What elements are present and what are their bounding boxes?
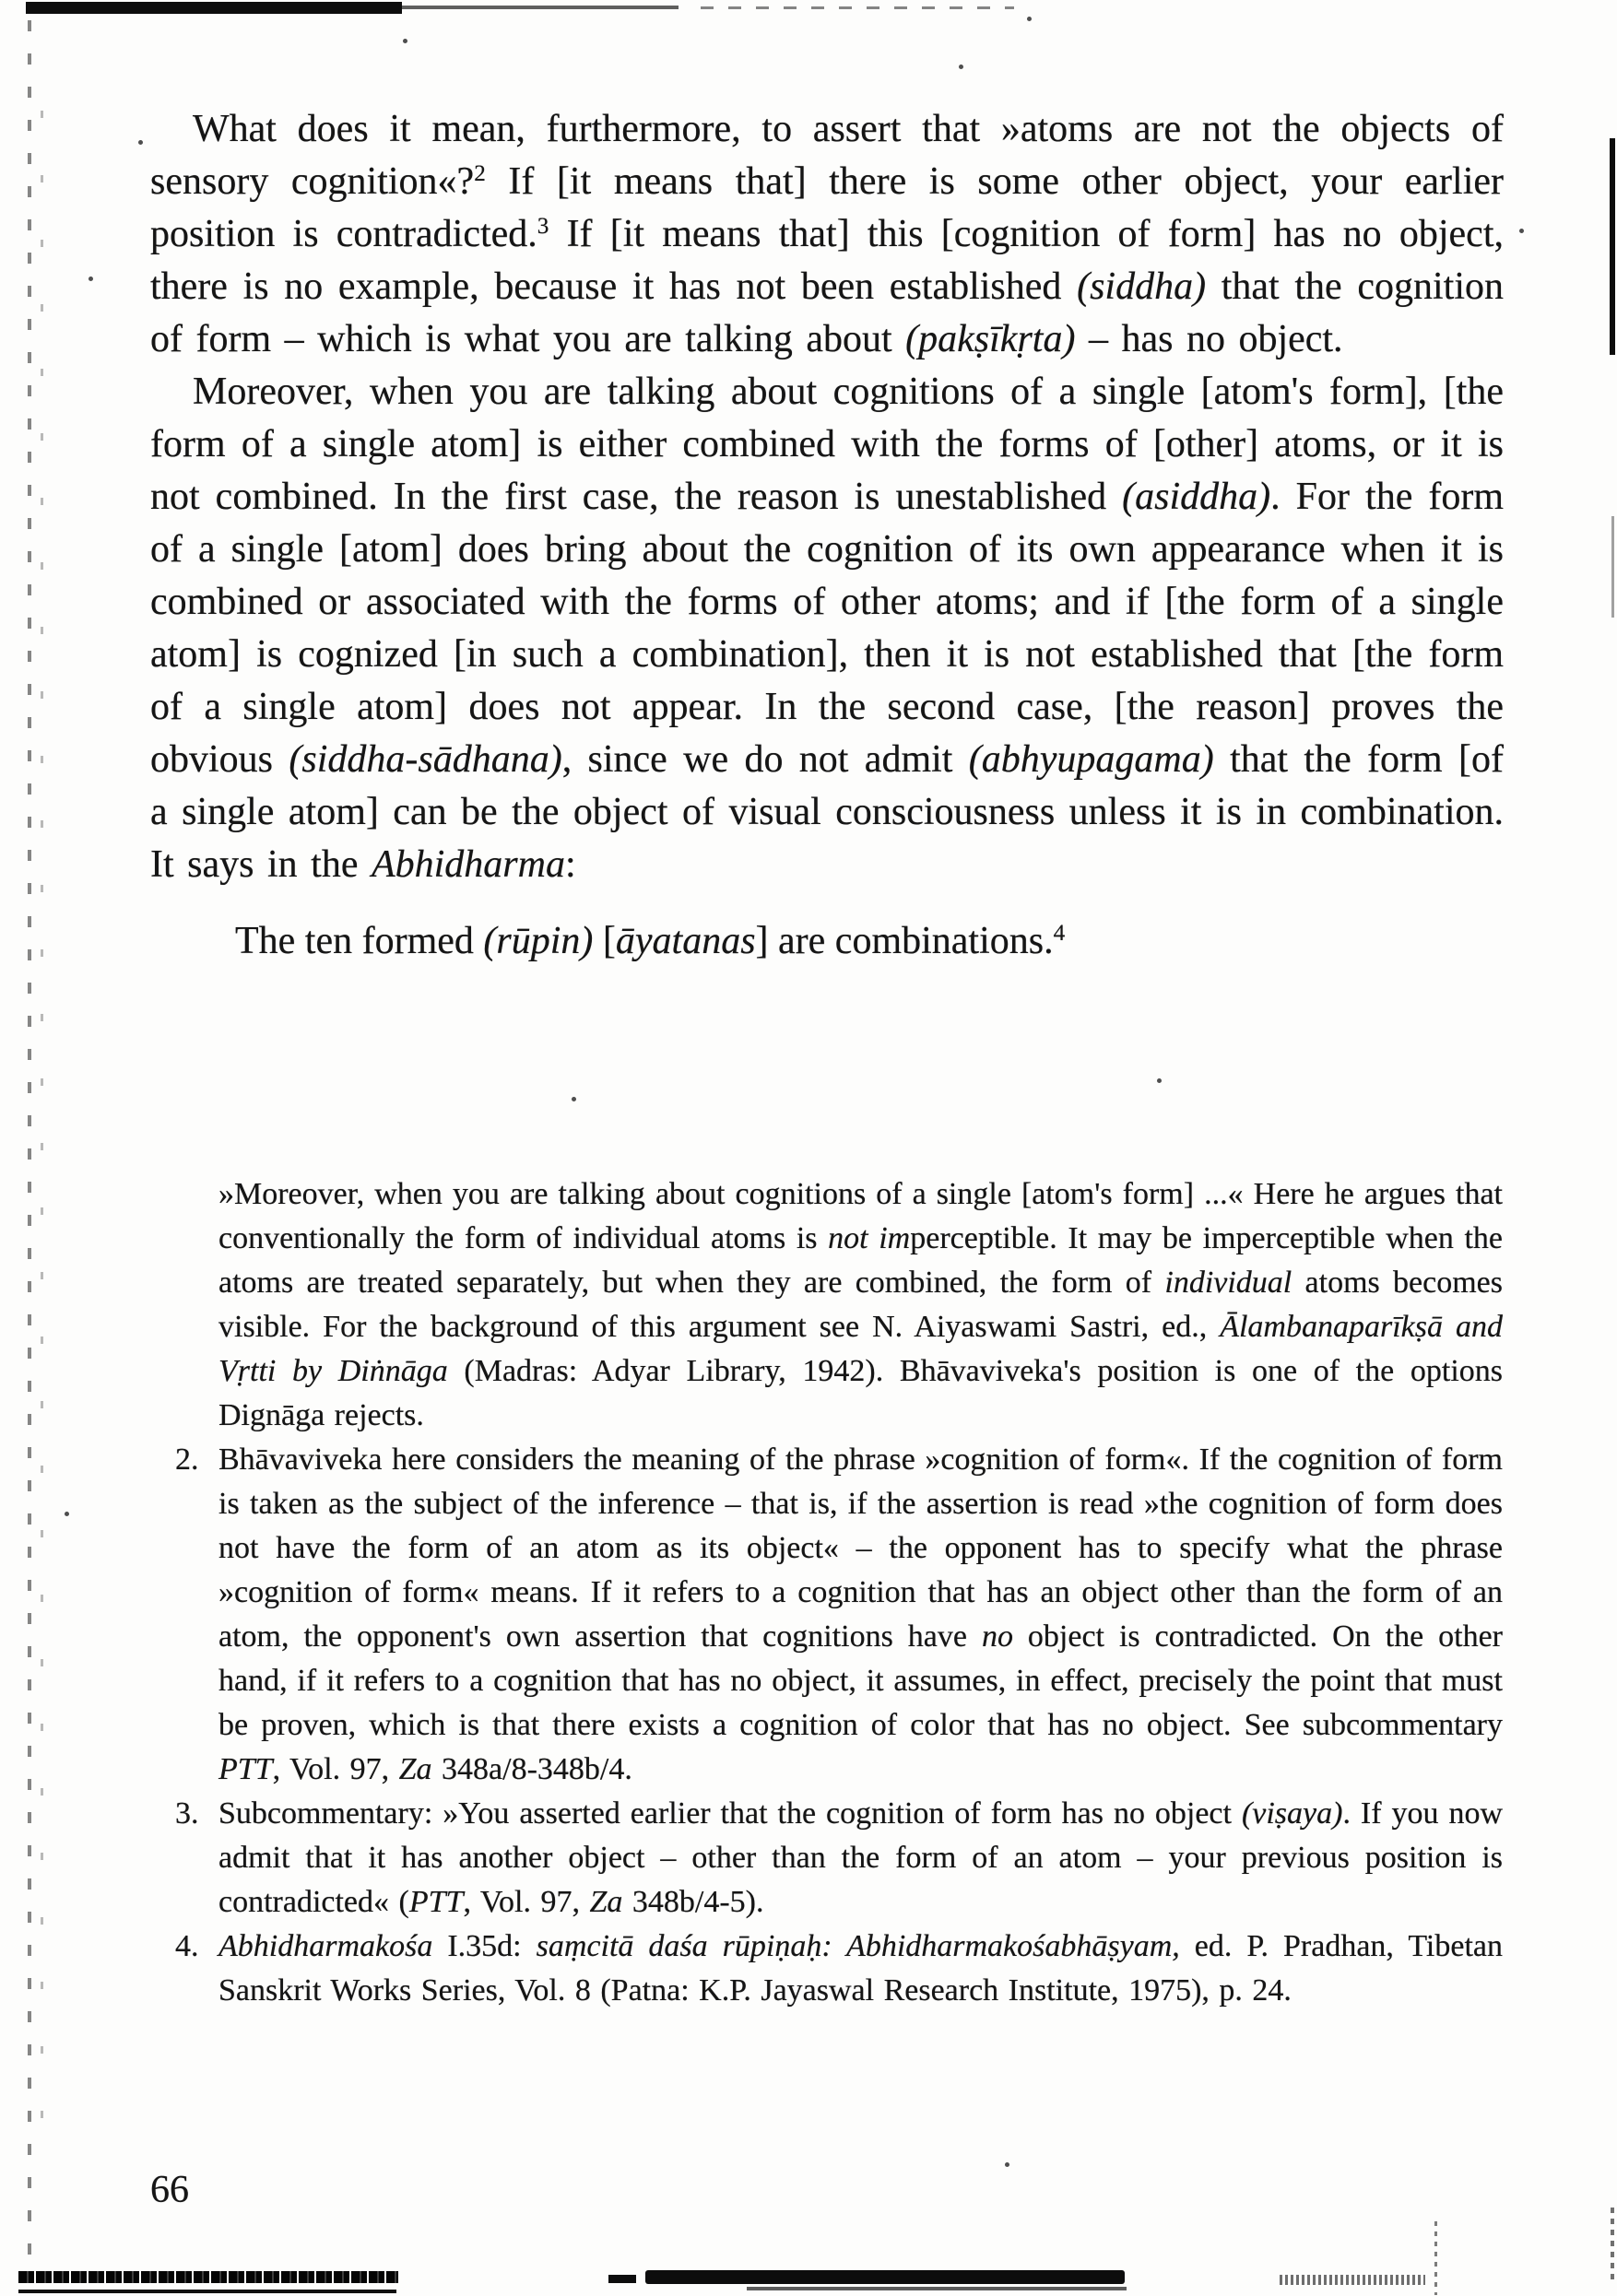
- footnote-ref: 2: [474, 161, 486, 187]
- block-quote: [150, 915, 1504, 968]
- scan-speck: [65, 1512, 69, 1516]
- scan-speck: [572, 1097, 576, 1101]
- footnote-text: [218, 1442, 1503, 1786]
- italic-text: Za: [398, 1752, 432, 1786]
- text-run: perceptible. It may be imperceptible when the atoms are treated separately, but when they are combined, the form of: [218, 1221, 1503, 1300]
- italic-text: Ālambanaparīkṣā and Vṛtti by Diṅnāga: [218, 1310, 1503, 1388]
- italic-text: no: [981, 1619, 1013, 1654]
- text-run: ] are combinations.: [755, 920, 1054, 962]
- scan-speck: [959, 65, 963, 69]
- italic-text: Abhidharmakośa: [218, 1929, 433, 1963]
- scan-speck: [138, 140, 143, 145]
- italic-text: PTT: [218, 1752, 273, 1786]
- text-run: I.35d:: [432, 1929, 537, 1963]
- scan-artifact-bottom-band-right: [1280, 2275, 1425, 2285]
- scan-artifact-right-edge-3: [1611, 2208, 1614, 2281]
- scan-artifact-bottom-band-left: [18, 2271, 398, 2283]
- main-text-block: [150, 103, 1504, 968]
- scan-artifact-left-margin: [28, 20, 31, 2269]
- italic-text: (asiddha): [1122, 476, 1271, 518]
- scan-speck: [1005, 2162, 1009, 2167]
- italic-text: (rūpin): [483, 920, 594, 962]
- text-run: . If you now admit that it has another object – other than the form of an atom – your previous position is contradicted« (: [218, 1796, 1504, 1919]
- text-run: that the cognition of form – which is what you are talking about: [150, 265, 1504, 360]
- footnote-ref: 4: [1053, 921, 1066, 947]
- footnote-text: [218, 1929, 1503, 2008]
- text-run: If [it means that] this [cognition of form] has no object, there is no example, because it has not been established: [150, 213, 1504, 308]
- italic-text: āyatanas: [615, 920, 756, 962]
- scan-artifact-bottom-dots: [1434, 2221, 1437, 2295]
- footnotes: [175, 1172, 1503, 2013]
- text-run: »Moreover, when you are talking about cognitions of a single [atom's form] ...« Here he argues that conventionally the form of individual atoms is: [218, 1177, 1503, 1255]
- text-run: , Vol. 97,: [463, 1885, 590, 1919]
- scan-speck: [1157, 1078, 1162, 1083]
- text-run: . For the form of a single [atom] does bring about the cognition of its own appearance when it is combined or associated with the forms of other atoms; and if [the form of a single atom] is cognized [in such a combination], then it is not established that [the form of a single atom] does not appear. In the second case, [the reason] proves the obvious: [150, 476, 1504, 781]
- footnote: [175, 1925, 1503, 2013]
- footnote-text: [218, 1796, 1503, 1919]
- footnote-number: 2.: [175, 1442, 199, 1477]
- italic-text: PTT: [408, 1885, 464, 1919]
- text-run: What does it mean, furthermore, to assert that »atoms are not the objects of sensory cognition«?: [150, 108, 1504, 203]
- text-run: object is contradicted. On the other hand, if it refers to a cognition that has no object, it assumes, in effect, precisely the point that must be proven, which is that there exists a cognition of color that has no object. See subcommentary: [218, 1619, 1503, 1742]
- text-run: (Madras: Adyar Library, 1942). Bhāvaviveka's position is one of the options Dignāga rejects.: [218, 1354, 1503, 1432]
- scan-artifact-right-edge-2: [1611, 516, 1614, 618]
- text-run: Moreover, when you are talking about cognitions of a single [atom's form], [the form of a single atom] is either combined with the forms of [other] atoms, or it is not combined. In the first case, the reason is unestablished: [150, 371, 1504, 518]
- italic-text: not im: [828, 1221, 911, 1255]
- page-number: 66: [150, 2169, 189, 2211]
- text-run: [: [593, 920, 616, 962]
- text-run: The ten formed: [235, 920, 484, 962]
- scan-artifact-top-dashes: [701, 6, 1014, 9]
- body-paragraphs: [150, 103, 1504, 891]
- footnote-number: 3.: [175, 1796, 199, 1831]
- scan-artifact-bottom-hatch: [747, 2287, 1127, 2290]
- text-run: 348b/4-5).: [622, 1885, 764, 1919]
- footnote-number: 4.: [175, 1929, 199, 1963]
- italic-text: (siddha-sādhana): [289, 738, 562, 781]
- italic-text: individual: [1164, 1266, 1292, 1300]
- text-run: , since we do not admit: [561, 738, 969, 781]
- italic-text: (abhyupagama): [968, 738, 1214, 781]
- text-run: :: [564, 843, 576, 886]
- italic-text: saṃcitā daśa rūpiṇaḥ: Abhidharmakośabhāṣyam,: [536, 1929, 1180, 1963]
- text-run: 348a/8-348b/4.: [431, 1752, 632, 1786]
- footnote: [175, 1172, 1503, 1438]
- scan-artifact-bottom-line-left: [18, 2290, 396, 2293]
- text-run: that the form [of a single atom] can be the object of visual consciousness unless it is in combination. It says in the: [150, 738, 1505, 886]
- scan-artifact-bottom-blob: [608, 2275, 636, 2283]
- text-run: If [it means that] there is some other object, your earlier position is contradicted.: [150, 160, 1505, 255]
- text-run: Bhāvaviveka here considers the meaning of the phrase »cognition of form«. If the cognition of form is taken as the subject of the inference – that is, if the assertion is read »the cognition of form does not have the form of an atom as its object« – the opponent has to specify what the phrase »cognition of form« means. If it refers to a cognition that has an object other than the form of an atom, the opponent's own assertion that cognitions have: [218, 1442, 1503, 1654]
- text-run: , Vol. 97,: [272, 1752, 399, 1786]
- scan-artifact-top-bar: [26, 2, 402, 14]
- footnote: [175, 1792, 1503, 1925]
- scan-artifact-left-margin-2: [41, 111, 43, 2138]
- italic-text: (pakṣīkṛta): [905, 318, 1076, 360]
- body-paragraph: [150, 103, 1504, 366]
- text-run: Subcommentary: »You asserted earlier that the cognition of form has no object: [218, 1796, 1242, 1831]
- body-paragraph: [150, 366, 1504, 891]
- footnote-text: [218, 1177, 1503, 1432]
- text-run: atoms becomes visible. For the background of this argument see N. Aiyaswami Sastri, ed.,: [218, 1266, 1503, 1344]
- footnote: [175, 1438, 1503, 1792]
- scan-speck: [403, 39, 407, 43]
- footnote-ref: 3: [537, 214, 549, 240]
- scan-artifact-bottom-band-center: [645, 2270, 1125, 2284]
- scan-artifact-right-edge: [1610, 138, 1615, 355]
- text-run: ed. P. Pradhan, Tibetan Sanskrit Works Series, Vol. 8 (Patna: K.P. Jayaswal Research Institute, 1975), p. 24.: [218, 1929, 1503, 2008]
- italic-text: (viṣaya): [1241, 1796, 1343, 1831]
- scan-speck: [1519, 229, 1524, 233]
- italic-text: (siddha): [1077, 265, 1207, 308]
- italic-text: Za: [589, 1885, 623, 1919]
- text-run: – has no object.: [1075, 318, 1343, 360]
- italic-text: Abhidharma: [371, 843, 565, 886]
- scan-speck: [1027, 17, 1032, 21]
- scan-speck: [89, 277, 93, 281]
- scan-artifact-top-bar-2: [402, 6, 679, 9]
